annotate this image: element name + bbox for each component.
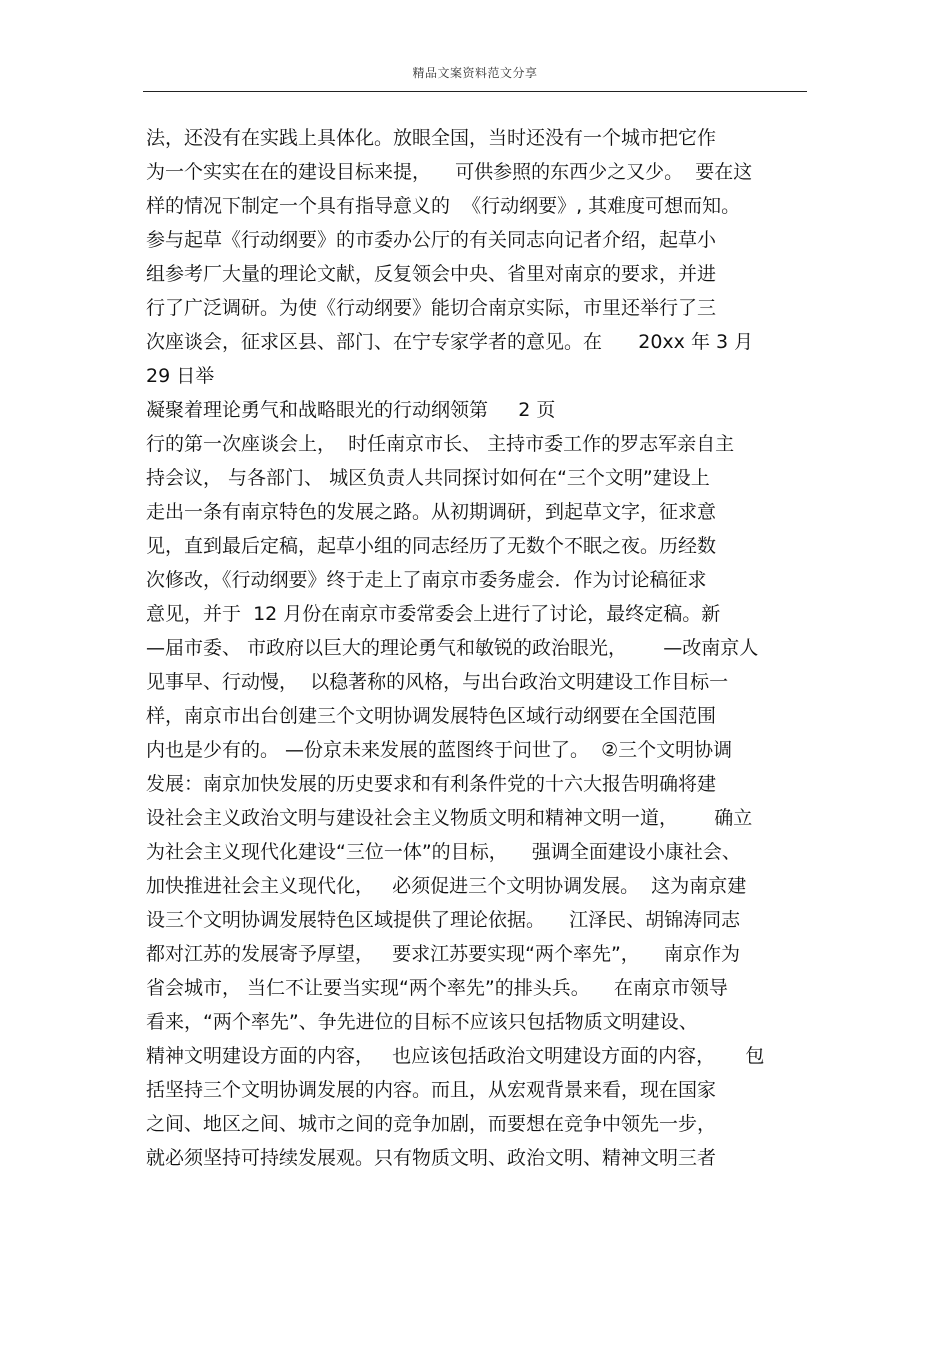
text-line: 法，还没有在实践上具体化。放眼全国，当时还没有一个城市把它作 xyxy=(146,127,717,149)
text-line: 见事早、行动慢， 以稳著称的风格，与出台政治文明建设工作目标一 xyxy=(146,671,729,693)
text-line: 参与起草《行动纲要》的市委办公厅的有关同志向记者介绍，起草小 xyxy=(146,229,717,251)
text-line: 之间、地区之间、城市之间的竞争加剧，而要想在竞争中领先一步， xyxy=(146,1113,717,1135)
text-line: 次座谈会，征求区县、部门、在宁专家学者的意见。在 20xx 年 3 月 xyxy=(146,331,754,353)
text-line: 样的情况下制定一个具有指导意义的 《行动纲要》, 其难度可想而知。 xyxy=(146,195,741,217)
text-line: 就必须坚持可持续发展观。只有物质文明、政治文明、精神文明三者 xyxy=(146,1147,717,1169)
text-line: 行的第一次座谈会上， 时任南京市长、 主持市委工作的罗志军亲自主 xyxy=(146,433,735,455)
text-line: 意见，并于 12 月份在南京市委常委会上进行了讨论，最终定稿。新 xyxy=(146,603,721,625)
text-line: 组参考厂大量的理论文献，反复领会中央、省里对南京的要求，并进 xyxy=(146,263,717,285)
text-line: 发展：南京加快发展的历史要求和有利条件党的十六大报告明确将建 xyxy=(146,773,717,795)
header-divider xyxy=(143,91,807,92)
text-line: 见，直到最后定稿，起草小组的同志经历了无数个不眠之夜。历经数 xyxy=(146,535,717,557)
text-line: 看来，“两个率先”、争先进位的目标不应该只包括物质文明建设、 xyxy=(146,1011,698,1033)
text-line: 样，南京市出台创建三个文明协调发展特色区域行动纲要在全国范围 xyxy=(146,705,717,727)
text-line: 29 日举 xyxy=(146,365,215,387)
text-line: —届市委、 市政府以巨大的理论勇气和敏锐的政治眼光， —改南京人 xyxy=(146,637,759,659)
text-line: 内也是少有的。 —份京未来发展的蓝图终于问世了。 ②三个文明协调 xyxy=(146,739,733,761)
text-line: 省会城市， 当仁不让要当实现“两个率先”的排头兵。 在南京市领导 xyxy=(146,977,728,999)
text-line: 为社会主义现代化建设“三位一体”的目标， 强调全面建设小康社会、 xyxy=(146,841,741,863)
text-line: 都对江苏的发展寄予厚望， 要求江苏要实现“两个率先”， 南京作为 xyxy=(146,943,740,965)
text-line: 括坚持三个文明协调发展的内容。而且，从宏观背景来看，现在国家 xyxy=(146,1079,717,1101)
text-line: 精神文明建设方面的内容， 也应该包括政治文明建设方面的内容， 包 xyxy=(146,1045,765,1067)
text-line: 加快推进社会主义现代化， 必须促进三个文明协调发展。 这为南京建 xyxy=(146,875,747,897)
text-line: 设三个文明协调发展特色区域提供了理论依据。 江泽民、胡锦涛同志 xyxy=(146,909,741,931)
document-body xyxy=(146,121,810,1175)
text-line: 凝聚着理论勇气和战略眼光的行动纲领第 2 页 xyxy=(146,399,556,421)
text-line: 持会议， 与各部门、 城区负责人共同探讨如何在“三个文明”建设上 xyxy=(146,467,710,489)
text-line: 行了广泛调研。为使《行动纲要》能切合南京实际，市里还举行了三 xyxy=(146,297,717,319)
text-line: 为一个实实在在的建设目标来提， 可供参照的东西少之又少。 要在这 xyxy=(146,161,753,183)
text-line: 走出一条有南京特色的发展之路。从初期调研，到起草文字，征求意 xyxy=(146,501,717,523)
page-header: 精品文案资料范文分享 xyxy=(412,66,538,80)
text-line: 设社会主义政治文明与建设社会主义物质文明和精神文明一道， 确立 xyxy=(146,807,753,829)
text-line: 次修改，《行动纲要》终于走上了南京市委务虚会．作为讨论稿征求 xyxy=(146,569,707,591)
